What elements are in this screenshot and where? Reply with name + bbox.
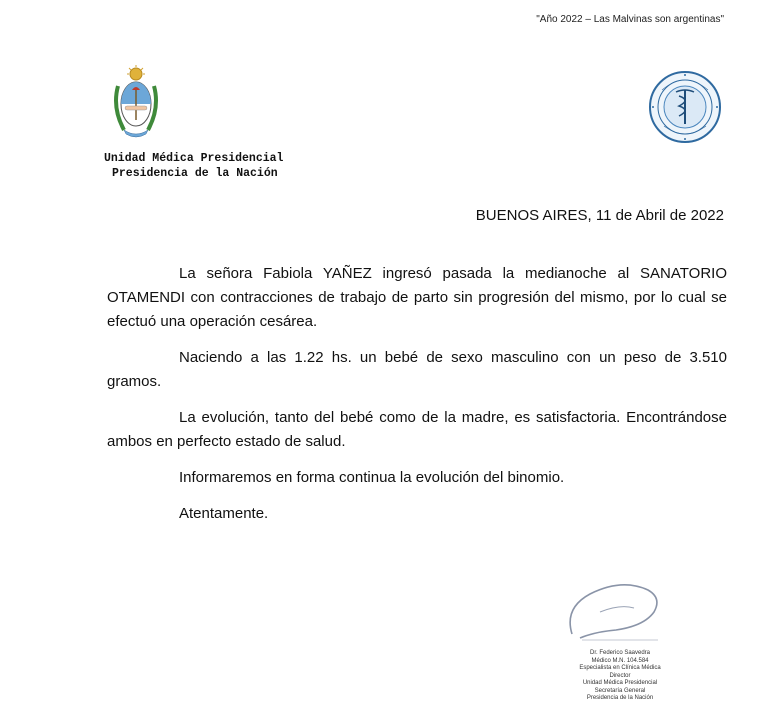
paragraph: La señora Fabiola YAÑEZ ingresó pasada la medianoche al SANATORIO OTAMENDI con contracciones de trabajo de parto sin progresión del mismo, por lo cual se efectuó una operación cesárea. [107,265,727,330]
signer-role: Director [609,672,631,679]
signer-unit: Unidad Médica Presidencial [582,680,658,686]
signer-presidency: Presidencia de la Nación [586,695,654,701]
medical-unit-seal-icon [648,70,722,144]
handwritten-signature [560,568,670,648]
letter-body [107,262,727,538]
motto: "Año 2022 – Las Malvinas son argentinas" [536,14,724,25]
org-line-2: Presidencia de la Nación [112,167,278,180]
signer-secretariat: Secretaría General [594,687,646,694]
paragraph: Naciendo a las 1.22 hs. un bebé de sexo masculino con un peso de 3.510 gramos. [107,349,727,390]
signer-license: Médico M.N. 104.584 [591,657,649,664]
argentina-coat-of-arms-icon [110,64,162,142]
signer-name: Dr. Federico Saavedra [589,650,651,656]
signer-specialty: Especialista en Clínica Médica [579,665,661,671]
organization-name [104,151,283,181]
org-line-1: Unidad Médica Presidencial [104,152,284,165]
signature-block [560,650,680,703]
paragraph: La evolución, tanto del bebé como de la madre, es satisfactoria. Encontrándose ambos en perfecto estado de salud. [107,409,727,450]
closing: Atentamente. [179,505,269,522]
paragraph: Informaremos en forma continua la evolución del binomio. [179,469,565,486]
letter-date: BUENOS AIRES, 11 de Abril de 2022 [475,207,724,224]
